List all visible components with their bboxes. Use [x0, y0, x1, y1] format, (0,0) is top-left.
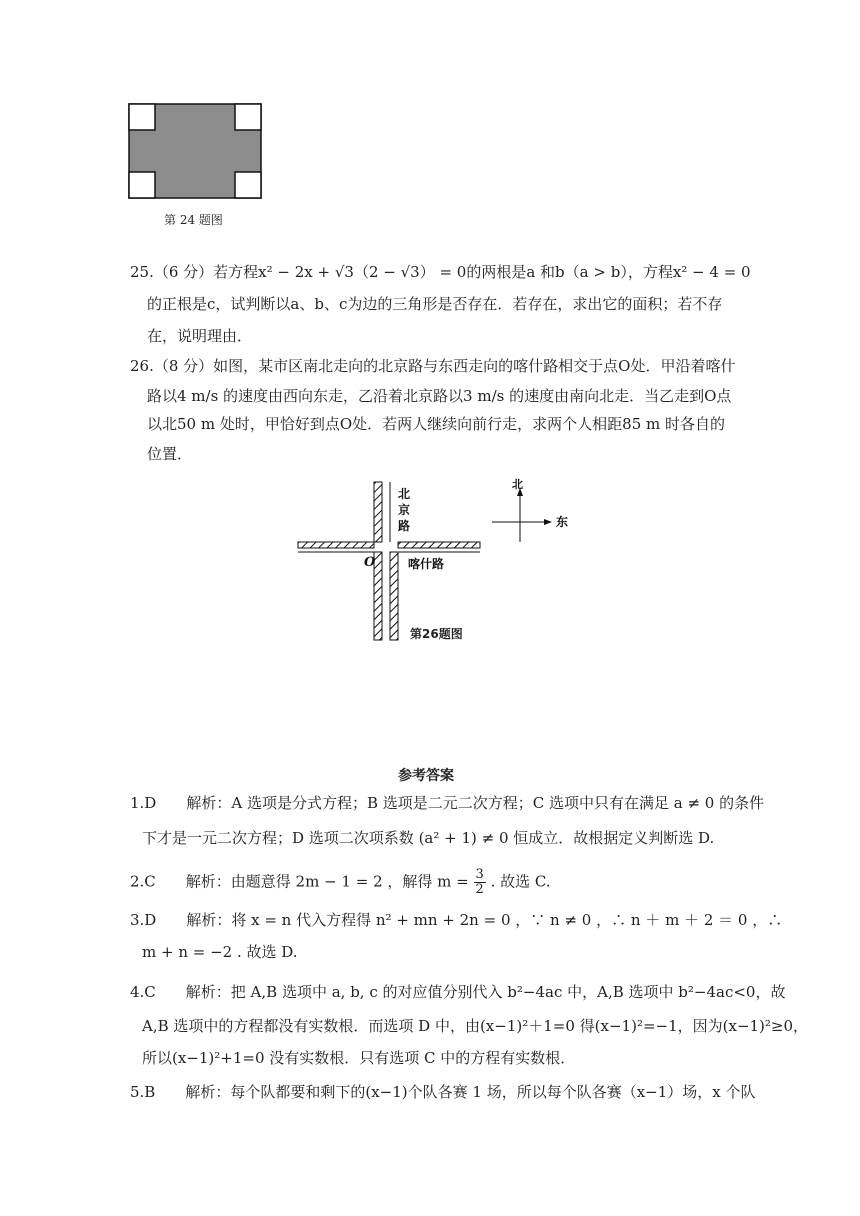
answers-title: 参考答案 — [398, 768, 454, 784]
q25-line-2: 的正根是c，试判断以a、b、c为边的三角形是否存在．若存在，求出它的面积；若不存 — [147, 295, 723, 313]
q26-line-2: 路以4 m/s 的速度由西向东走，乙沿着北京路以3 m/s 的速度由南向北走．当乙走到O点 — [147, 387, 732, 405]
east-label: 东 — [556, 515, 569, 529]
road-ns-lower-right-edge — [390, 552, 398, 640]
answer-2-suffix: . 故选 C. — [490, 872, 551, 891]
answer-1-line-1: 1.D 解析：A 选项是分式方程；B 选项是二元二次方程；C 选项中只有在满足 a ≠ 0 的条件 — [130, 794, 765, 812]
road-ew-top-right-edge — [398, 542, 480, 548]
answer-4-line-3: 所以(x−1)²+1=0 没有实数根．只有选项 C 中的方程有实数根． — [142, 1049, 576, 1067]
q26-line-1: 26.（8 分）如图，某市区南北走向的北京路与东西走向的喀什路相交于点O处．甲沿着喀什 — [130, 357, 736, 375]
answer-1-line-2: 下才是一元二次方程；D 选项二次项系数 (a² + 1) ≠ 0 恒成立．故根据定义判断选 D. — [142, 829, 715, 847]
origin-label: O — [364, 555, 376, 570]
answer-2-text: 2.C 解析：由题意得 2m − 1 = 2 ，解得 m = — [130, 872, 469, 891]
answer-3-line-2: m + n = −2 . 故选 D. — [142, 943, 298, 961]
road-ns-upper-left-edge — [374, 482, 382, 542]
figure-24-caption: 第 24 题图 — [164, 213, 223, 227]
answer-3-line-1: 3.D 解析：将 x = n 代入方程得 n² + mn + 2n = 0 ，∵ n ≠ 0 ，∴ n ＋ m ＋ 2 ＝ 0 ，∴ — [130, 911, 783, 929]
answer-2-denominator: 2 — [475, 882, 484, 897]
road-ns-char-2: 京 — [398, 503, 411, 517]
svg-text:O — [364, 555, 376, 570]
q25-line-3: 在，说明理由． — [147, 327, 253, 345]
road-ew-top-left-edge — [298, 542, 374, 548]
svg-text:北 — [398, 487, 410, 501]
answer-2-line — [130, 868, 551, 897]
q26-line-3: 以北50 m 处时，甲恰好到点O处．若两人继续向前行走，求两个人相距85 m 时各自的 — [147, 415, 725, 433]
answer-2-numerator: 3 — [475, 867, 484, 882]
road-ew-label: 喀什路 — [408, 557, 445, 571]
q25-line-1: 25.（6 分）若方程x² − 2x + √3（2 − √3） = 0的两根是a 和b（a > b），方程x² − 4 = 0 — [130, 263, 751, 281]
figure-26-caption: 第26题图 — [410, 627, 463, 641]
answer-2-fraction — [474, 868, 486, 897]
q26-line-4: 位置． — [147, 445, 193, 463]
svg-text:东 — [556, 514, 568, 529]
road-ns-char-3: 路 — [398, 519, 411, 533]
svg-text:京 — [398, 502, 410, 517]
svg-text:路 — [398, 518, 410, 533]
answer-5-line-1: 5.B 解析：每个队都要和剩下的(x−1)个队各赛 1 场，所以每个队各赛（x−1）场，x 个队 — [130, 1083, 756, 1101]
svg-text:北 — [512, 478, 523, 491]
answer-4-line-1: 4.C 解析：把 A,B 选项中 a, b, c 的对应值分别代入 b²−4ac 中，A,B 选项中 b²−4ac<0，故 — [130, 983, 786, 1001]
road-ns-char-1: 北 — [398, 487, 411, 501]
figure-24-diagram — [128, 103, 262, 199]
north-label: 北 — [512, 478, 523, 491]
svg-text:喀什路 — [408, 556, 444, 571]
answer-4-line-2: A,B 选项中的方程都没有实数根．而选项 D 中，由(x−1)²＋1=0 得(x−1)²=−1，因为(x−1)²≥0， — [142, 1017, 809, 1035]
